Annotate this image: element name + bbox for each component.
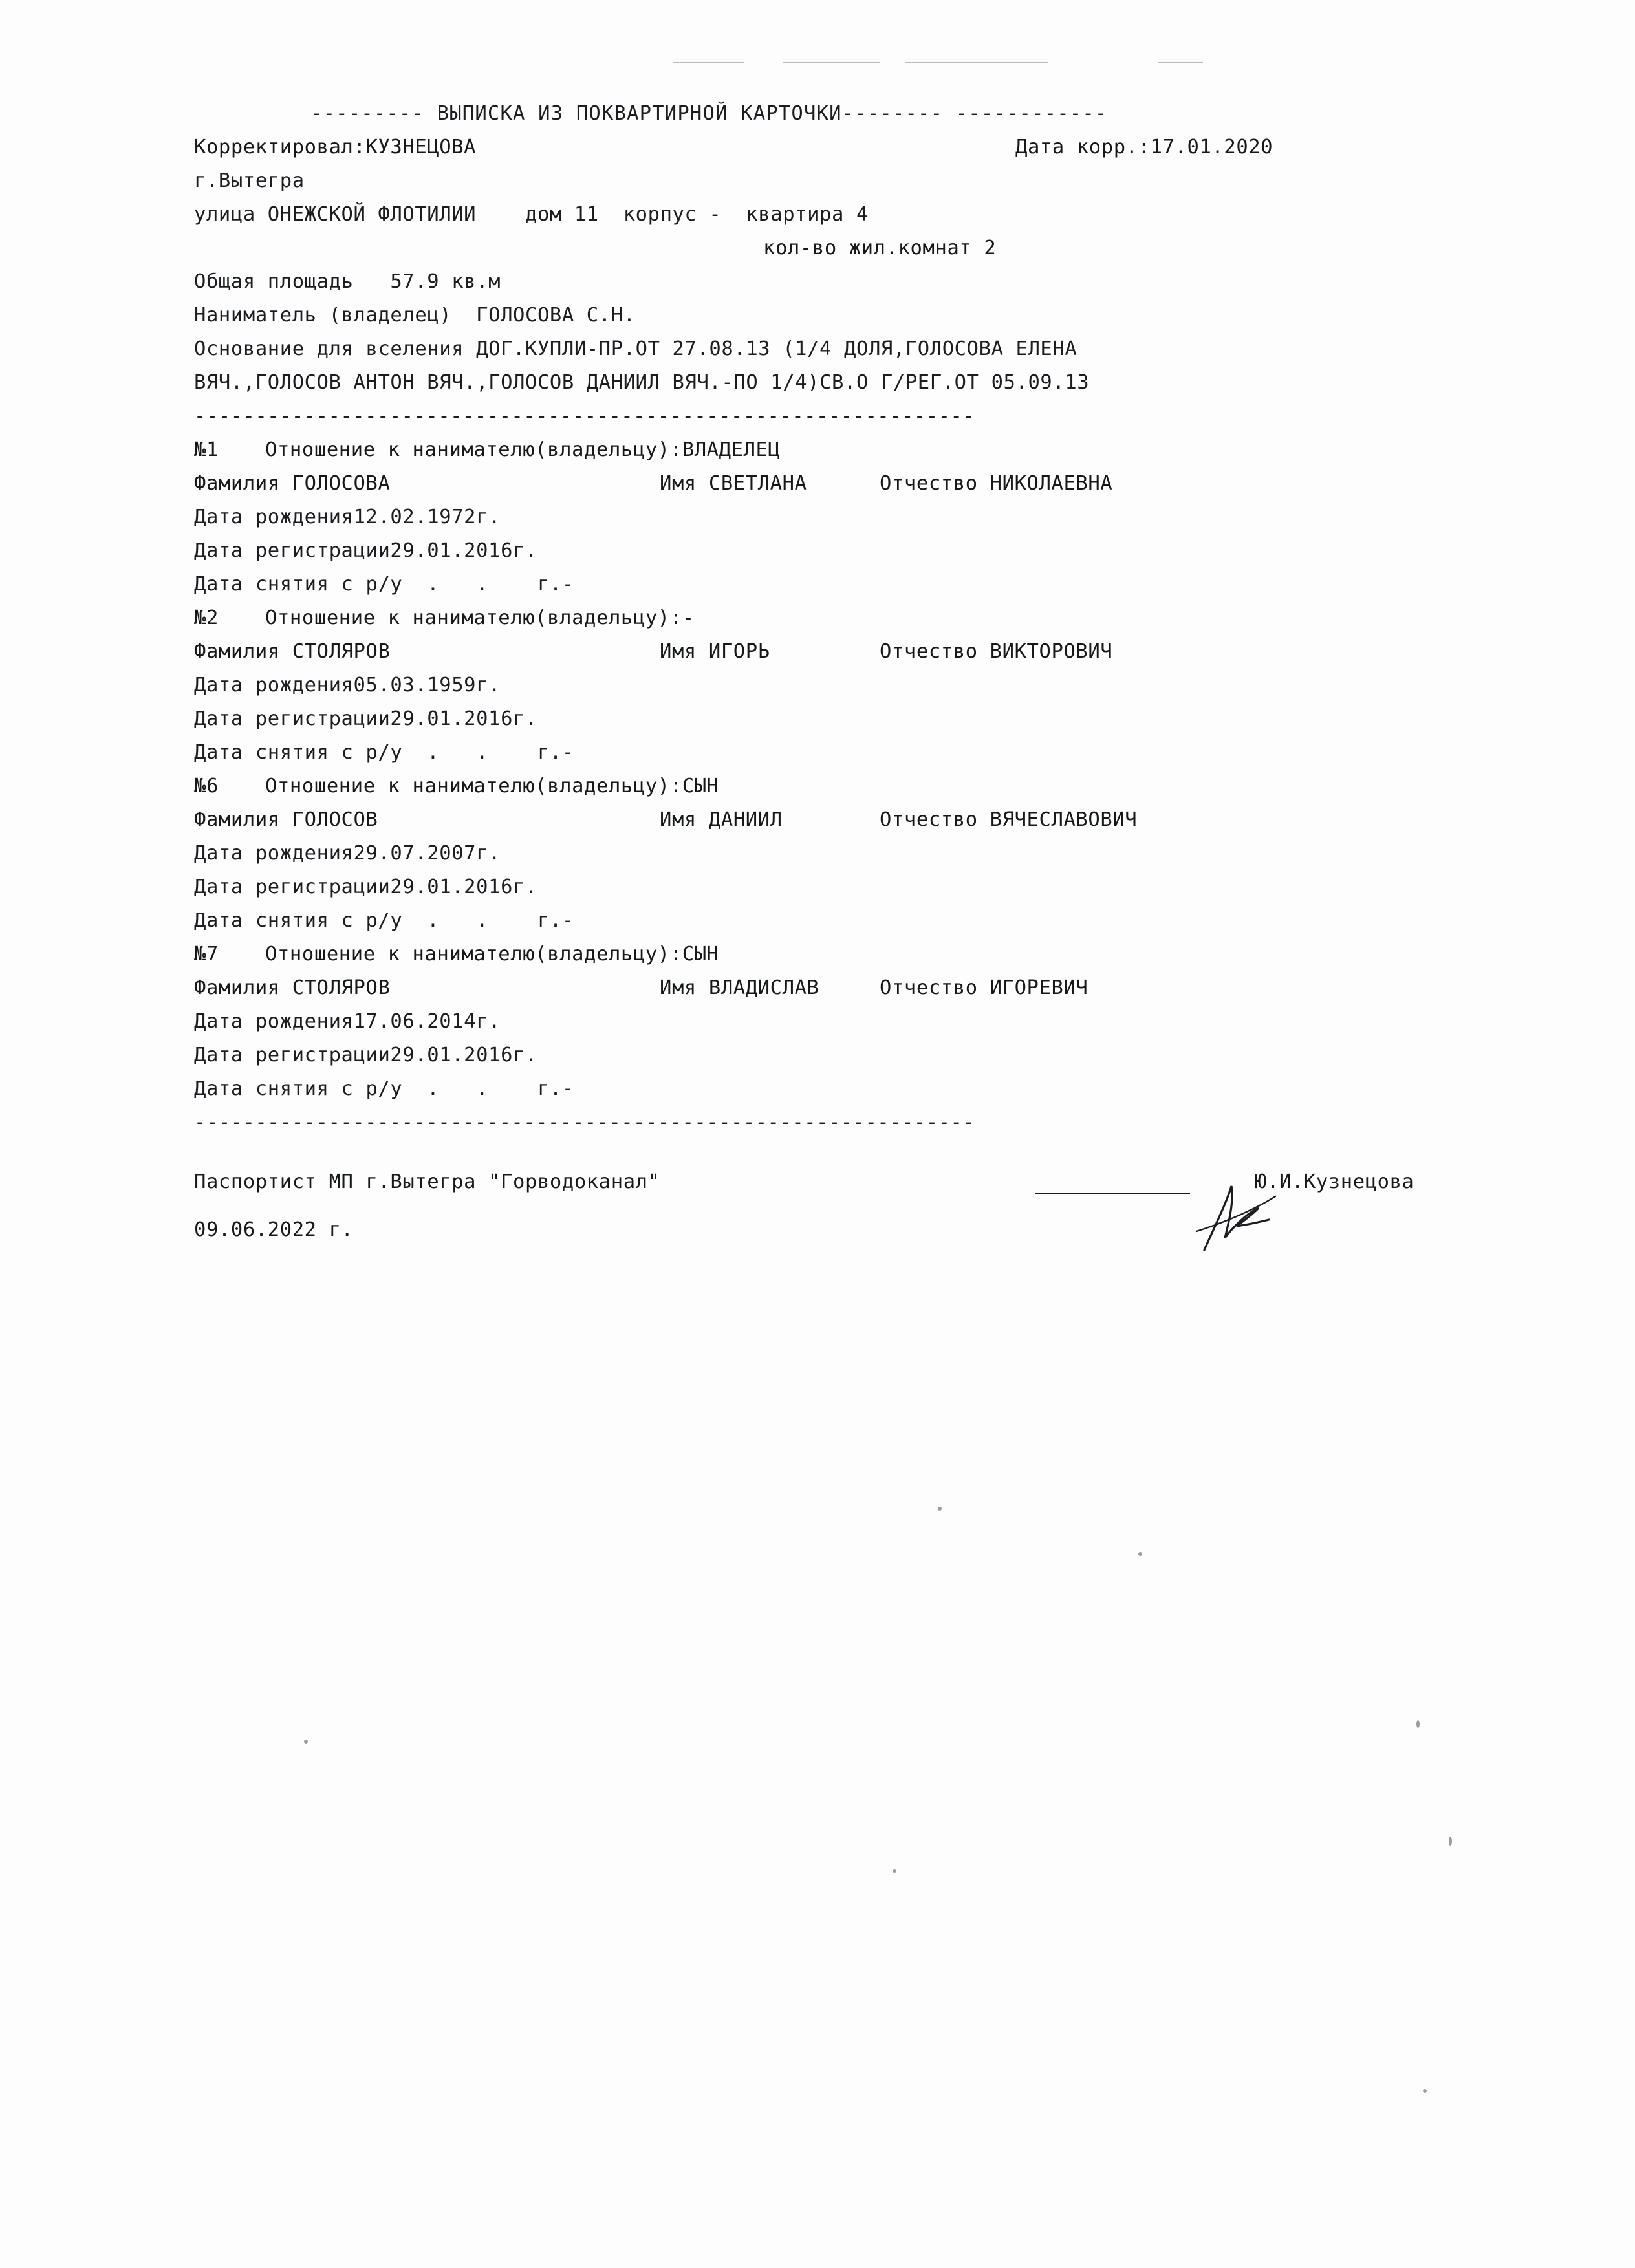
record-deregistration: Дата снятия с р/у . . г.- [194,1077,574,1100]
record-name-row [194,467,1423,501]
tenant-line: Наниматель (владелец) ГОЛОСОВА С.Н. [194,304,636,327]
record-firstname: Имя ИГОРЬ [660,640,770,663]
officer-row [194,1163,1423,1202]
record-name-row [194,803,1423,837]
scan-artifact [673,62,744,63]
record-firstname: Имя ВЛАДИСЛАВ [660,977,819,999]
corrector-row [194,131,1423,164]
divider-top: ---------------------------------------------------------------- [194,405,975,427]
record-number: №2 [194,607,219,629]
record-registration: Дата регистрации29.01.2016г. [194,876,537,898]
record-number: №1 [194,438,219,461]
scan-artifact [783,62,880,63]
city-line: г.Вытегра [194,169,305,192]
record-firstname: Имя СВЕТЛАНА [660,472,807,495]
record-patronymic: Отчество ВЯЧЕСЛАВОВИЧ [880,808,1138,831]
record-name-row [194,635,1423,669]
scan-speck [893,1869,896,1873]
record-registration: Дата регистрации29.01.2016г. [194,707,537,730]
record-registration: Дата регистрации29.01.2016г. [194,1044,537,1066]
basis-line-1: Основание для вселения ДОГ.КУПЛИ-ПР.ОТ 27.08.13 (1/4 ДОЛЯ,ГОЛОСОВА ЕЛЕНА [194,338,1077,360]
record-patronymic: Отчество НИКОЛАЕВНА [880,472,1113,495]
document-date: 09.06.2022 г. [194,1218,354,1241]
officer-title: Паспортист МП г.Вытегра "Горводоканал" [194,1171,660,1193]
address-line: улица ОНЕЖСКОЙ ФЛОТИЛИИ дом 11 корпус - квартира 4 [194,203,869,226]
record-registration: Дата регистрации29.01.2016г. [194,539,537,562]
record-name-row [194,971,1423,1005]
record-relation: Отношение к нанимателю(владельцу):ВЛАДЕЛЕЦ [265,438,781,461]
record-relation: Отношение к нанимателю(владельцу):СЫН [265,943,719,966]
record-header [194,938,1423,971]
record-header [194,601,1423,635]
scan-speck [938,1507,942,1511]
scan-speck [1449,1837,1452,1846]
record-patronymic: Отчество ВИКТОРОВИЧ [880,640,1113,663]
scan-artifact [1158,62,1203,63]
record-birth: Дата рождения29.07.2007г. [194,842,501,865]
corrector-label: Корректировал:КУЗНЕЦОВА [194,136,477,158]
scan-speck [304,1740,308,1744]
document-body [194,97,1423,1247]
record-birth: Дата рождения17.06.2014г. [194,1010,501,1033]
record-surname: Фамилия ГОЛОСОВА [194,472,391,495]
correction-date: Дата корр.:17.01.2020 [1015,136,1273,158]
officer-name: Ю.И.Кузнецова [1255,1171,1414,1193]
record-surname: Фамилия СТОЛЯРОВ [194,640,391,663]
document-title: --------- ВЫПИСКА ИЗ ПОКВАРТИРНОЙ КАРТОЧКИ-------- ------------ [310,102,1108,125]
record-header [194,433,1423,467]
record-surname: Фамилия СТОЛЯРОВ [194,977,391,999]
record-number: №6 [194,775,219,797]
record-surname: Фамилия ГОЛОСОВ [194,808,378,831]
scan-speck [1423,2089,1427,2093]
record-relation: Отношение к нанимателю(владельцу):- [265,607,695,629]
divider-bottom: ---------------------------------------------------------------- [194,1111,975,1134]
rooms-count: кол-во жил.комнат 2 [763,237,997,259]
record-firstname: Имя ДАНИИЛ [660,808,783,831]
basis-line-2: ВЯЧ.,ГОЛОСОВ АНТОН ВЯЧ.,ГОЛОСОВ ДАНИИЛ ВЯЧ.-ПО 1/4)СВ.О Г/РЕГ.ОТ 05.09.13 [194,371,1090,394]
record-birth: Дата рождения05.03.1959г. [194,674,501,697]
record-deregistration: Дата снятия с р/у . . г.- [194,909,574,932]
record-birth: Дата рождения12.02.1972г. [194,506,501,528]
record-relation: Отношение к нанимателю(владельцу):СЫН [265,775,719,797]
record-patronymic: Отчество ИГОРЕВИЧ [880,977,1088,999]
scan-speck [1416,1720,1420,1728]
signature-rule [1035,1193,1190,1194]
total-area-line: Общая площадь 57.9 кв.м [194,270,501,293]
record-deregistration: Дата снятия с р/у . . г.- [194,741,574,764]
record-deregistration: Дата снятия с р/у . . г.- [194,573,574,596]
scan-artifact [905,62,1048,63]
rooms-row [194,232,1423,265]
record-header [194,770,1423,803]
record-number: №7 [194,943,219,966]
scan-speck [1138,1552,1142,1556]
